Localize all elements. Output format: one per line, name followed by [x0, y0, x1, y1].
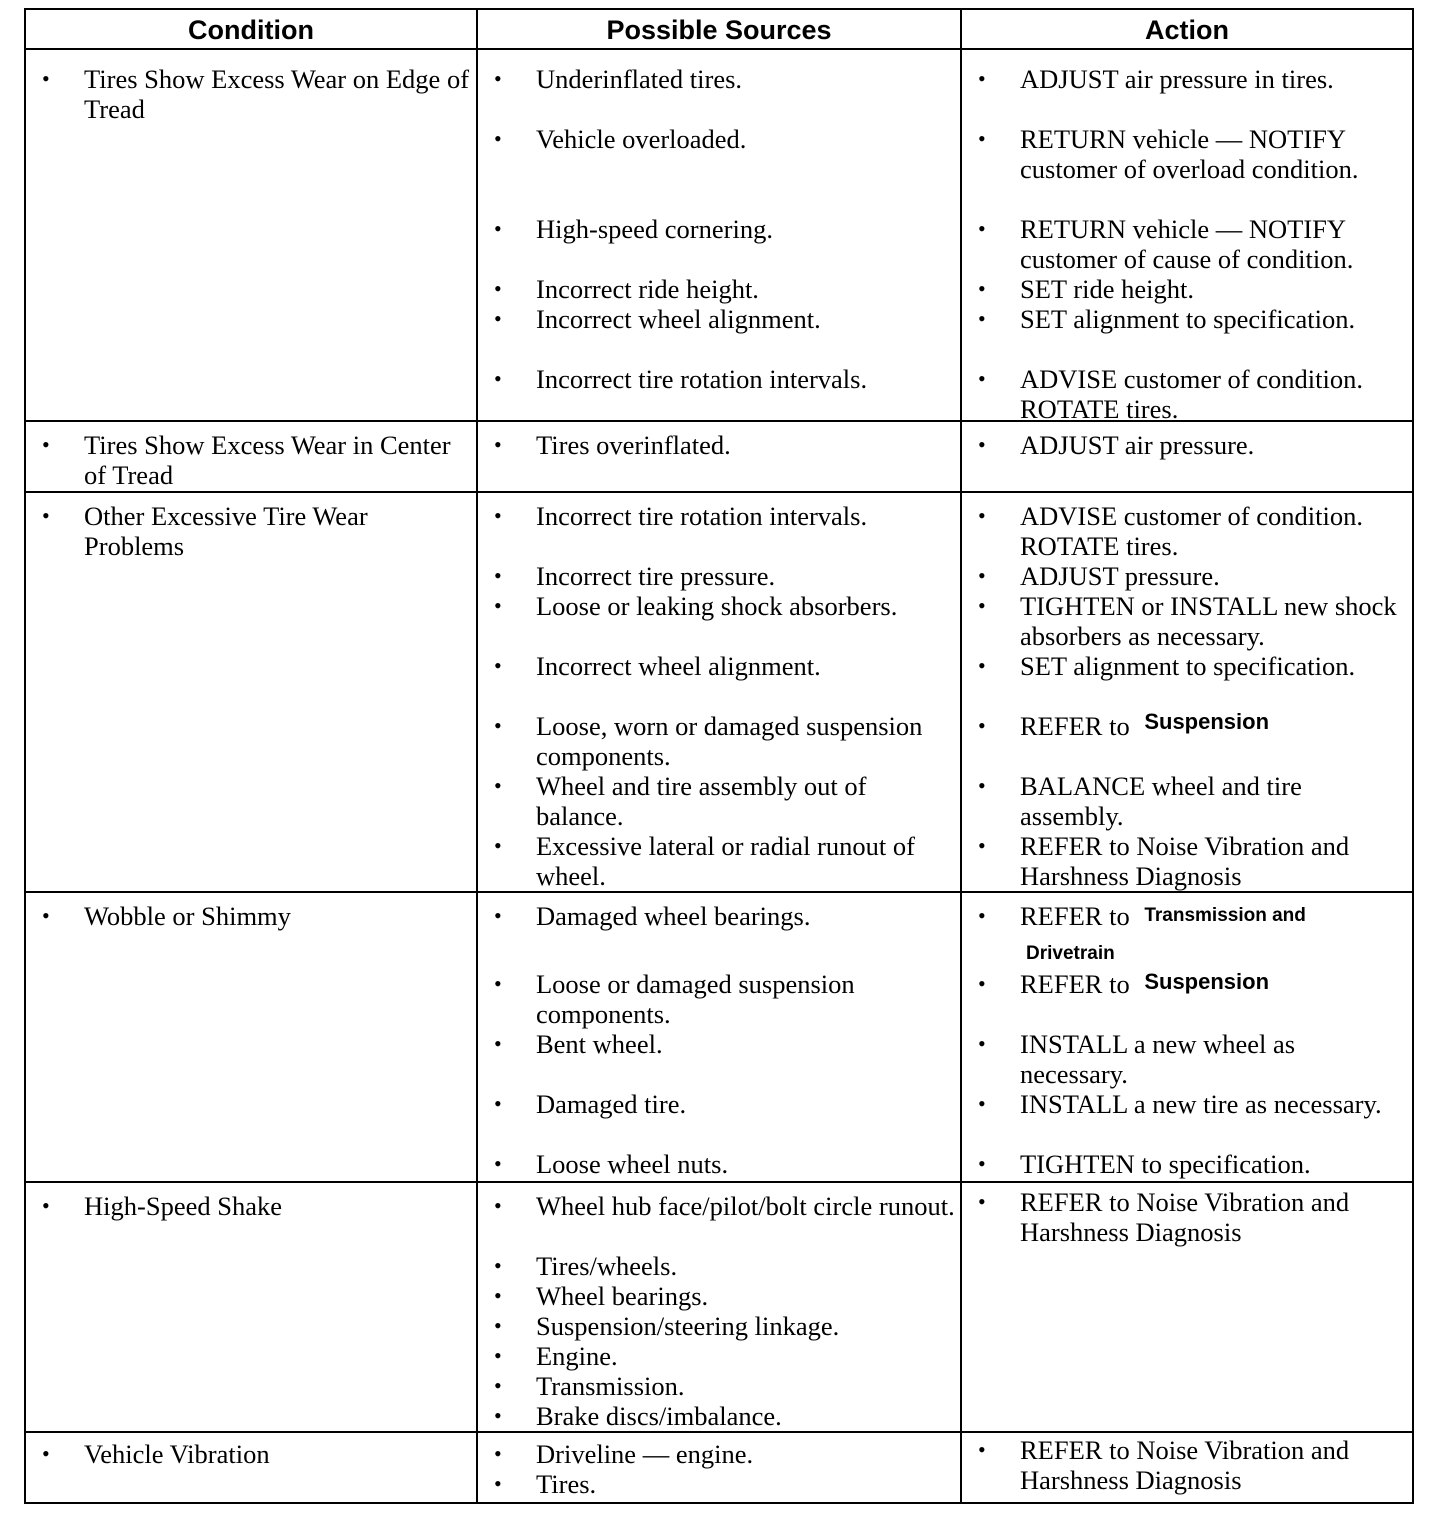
bullet-icon: • — [494, 713, 502, 738]
source-item: Excessive lateral or radial runout of wheel. — [536, 831, 915, 891]
action-item: ADJUST air pressure in tires. — [1020, 64, 1334, 94]
reference-transmission: Transmission and — [1144, 905, 1306, 926]
action-item: REFER to — [1020, 711, 1130, 741]
bullet-icon: • — [978, 1151, 986, 1176]
bullet-icon: • — [494, 563, 502, 588]
bullet-icon: • — [978, 773, 986, 798]
bullet-icon: • — [494, 503, 502, 528]
source-item: Suspension/steering linkage. — [536, 1311, 840, 1341]
source-item: Wheel and tire assembly out of balance. — [536, 771, 867, 831]
bullet-icon: • — [978, 653, 986, 678]
bullet-icon: • — [494, 653, 502, 678]
bullet-icon: • — [978, 1031, 986, 1056]
action-item: RETURN vehicle — NOTIFY customer of cause of condition. — [1020, 214, 1354, 274]
bullet-icon: • — [494, 1403, 502, 1428]
bullet-icon: • — [494, 1343, 502, 1368]
bullet-icon: • — [494, 1091, 502, 1116]
bullet-icon: • — [494, 773, 502, 798]
action-item: INSTALL a new tire as necessary. — [1020, 1089, 1382, 1119]
source-item: Loose or leaking shock absorbers. — [536, 591, 898, 621]
source-item: Loose or damaged suspension components. — [536, 969, 855, 1029]
action-cell — [962, 1183, 1412, 1433]
condition-text: High-Speed Shake — [84, 1191, 282, 1221]
bullet-icon: • — [978, 126, 986, 151]
action-cell — [962, 1433, 1412, 1502]
bullet-icon: • — [978, 66, 986, 91]
troubleshooting-table — [24, 8, 1414, 1504]
action-cell — [962, 422, 1412, 493]
action-item: REFER to Noise Vibration and Harshness Diagnosis — [1020, 1435, 1350, 1495]
source-item: Transmission. — [536, 1371, 685, 1401]
source-item: Underinflated tires. — [536, 64, 743, 94]
bullet-icon: • — [978, 833, 986, 858]
bullet-icon: • — [42, 503, 50, 528]
bullet-icon: • — [494, 1373, 502, 1398]
source-item: Incorrect wheel alignment. — [536, 304, 821, 334]
source-item: Incorrect tire rotation intervals. — [536, 364, 868, 394]
sources-cell — [478, 50, 962, 422]
source-item: Bent wheel. — [536, 1029, 663, 1059]
source-item: Tires overinflated. — [536, 430, 731, 460]
action-item: REFER to Noise Vibration and Harshness Diagnosis — [1020, 831, 1350, 891]
action-item: SET ride height. — [1020, 274, 1194, 304]
action-item: ADJUST air pressure. — [1020, 430, 1255, 460]
condition-cell — [26, 422, 478, 493]
action-item: TIGHTEN to specification. — [1020, 1149, 1311, 1179]
condition-text: Other Excessive Tire Wear Problems — [84, 501, 368, 561]
bullet-icon: • — [978, 216, 986, 241]
action-item: ADVISE customer of condition. ROTATE tires. — [1020, 501, 1363, 561]
bullet-icon: • — [42, 66, 50, 91]
sources-cell — [478, 493, 962, 893]
bullet-icon: • — [978, 1437, 986, 1462]
condition-text: Wobble or Shimmy — [84, 901, 291, 931]
bullet-icon: • — [494, 1313, 502, 1338]
reference-suspension: Suspension — [1144, 709, 1270, 734]
source-item: Incorrect tire rotation intervals. — [536, 501, 868, 531]
source-item: Loose, worn or damaged suspension components. — [536, 711, 923, 771]
bullet-icon: • — [494, 366, 502, 391]
bullet-icon: • — [978, 276, 986, 301]
bullet-icon: • — [494, 432, 502, 457]
action-cell — [962, 50, 1412, 422]
source-item: Driveline — engine. — [536, 1439, 754, 1469]
bullet-icon: • — [978, 713, 986, 738]
action-item: REFER to Noise Vibration and Harshness Diagnosis — [1020, 1187, 1350, 1247]
bullet-icon: • — [494, 66, 502, 91]
condition-text: Tires Show Excess Wear in Center of Tread — [84, 430, 451, 490]
action-cell — [962, 493, 1412, 893]
source-item: Vehicle overloaded. — [536, 124, 747, 154]
bullet-icon: • — [494, 1151, 502, 1176]
action-item: ADJUST pressure. — [1020, 561, 1220, 591]
source-item: Incorrect tire pressure. — [536, 561, 776, 591]
source-item: Wheel hub face/pilot/bolt circle runout. — [536, 1191, 955, 1221]
bullet-icon: • — [494, 1253, 502, 1278]
bullet-icon: • — [978, 1091, 986, 1116]
source-item: Wheel bearings. — [536, 1281, 709, 1311]
bullet-icon: • — [978, 563, 986, 588]
sources-cell — [478, 893, 962, 1183]
bullet-icon: • — [978, 593, 986, 618]
bullet-icon: • — [494, 1031, 502, 1056]
source-item: Incorrect wheel alignment. — [536, 651, 821, 681]
action-item: SET alignment to specification. — [1020, 651, 1356, 681]
reference-suspension: Suspension — [1144, 969, 1270, 994]
bullet-icon: • — [494, 126, 502, 151]
source-item: Tires. — [536, 1469, 597, 1499]
source-item: Brake discs/imbalance. — [536, 1401, 782, 1431]
action-cell — [962, 893, 1412, 1183]
header-action: Action — [962, 10, 1412, 50]
action-item: REFER to — [1020, 901, 1130, 931]
bullet-icon: • — [494, 1193, 502, 1218]
bullet-icon: • — [494, 593, 502, 618]
source-item: High-speed cornering. — [536, 214, 773, 244]
sources-cell — [478, 1433, 962, 1502]
bullet-icon: • — [978, 503, 986, 528]
sources-cell — [478, 422, 962, 493]
bullet-icon: • — [494, 276, 502, 301]
bullet-icon: • — [494, 1283, 502, 1308]
reference-drivetrain: Drivetrain — [1026, 943, 1115, 964]
bullet-icon: • — [42, 432, 50, 457]
source-item: Tires/wheels. — [536, 1251, 678, 1281]
bullet-icon: • — [42, 903, 50, 928]
bullet-icon: • — [978, 432, 986, 457]
bullet-icon: • — [978, 971, 986, 996]
bullet-icon: • — [494, 971, 502, 996]
source-item: Loose wheel nuts. — [536, 1149, 729, 1179]
condition-cell — [26, 493, 478, 893]
source-item: Engine. — [536, 1341, 618, 1371]
bullet-icon: • — [494, 1441, 502, 1466]
source-item: Damaged tire. — [536, 1089, 687, 1119]
bullet-icon: • — [494, 306, 502, 331]
action-item: RETURN vehicle — NOTIFY customer of overload condition. — [1020, 124, 1359, 184]
bullet-icon: • — [978, 1189, 986, 1214]
bullet-icon: • — [494, 903, 502, 928]
condition-cell — [26, 1433, 478, 1502]
bullet-icon: • — [42, 1193, 50, 1218]
action-item: ADVISE customer of condition. ROTATE tires. — [1020, 364, 1363, 422]
condition-cell — [26, 893, 478, 1183]
condition-cell — [26, 1183, 478, 1433]
sources-cell — [478, 1183, 962, 1433]
source-item: Damaged wheel bearings. — [536, 901, 811, 931]
bullet-icon: • — [978, 306, 986, 331]
action-item: SET alignment to specification. — [1020, 304, 1356, 334]
condition-text: Vehicle Vibration — [84, 1439, 270, 1469]
action-item: BALANCE wheel and tire assembly. — [1020, 771, 1302, 831]
header-possible-sources: Possible Sources — [478, 10, 962, 50]
bullet-icon: • — [494, 1471, 502, 1496]
header-condition: Condition — [26, 10, 478, 50]
bullet-icon: • — [978, 903, 986, 928]
action-item: TIGHTEN or INSTALL new shock absorbers as necessary. — [1020, 591, 1397, 651]
action-item: INSTALL a new wheel as necessary. — [1020, 1029, 1296, 1089]
bullet-icon: • — [42, 1441, 50, 1466]
bullet-icon: • — [978, 366, 986, 391]
bullet-icon: • — [494, 833, 502, 858]
action-item: REFER to — [1020, 969, 1130, 999]
source-item: Incorrect ride height. — [536, 274, 759, 304]
condition-text: Tires Show Excess Wear on Edge of Tread — [84, 64, 470, 124]
bullet-icon: • — [494, 216, 502, 241]
condition-cell — [26, 50, 478, 422]
